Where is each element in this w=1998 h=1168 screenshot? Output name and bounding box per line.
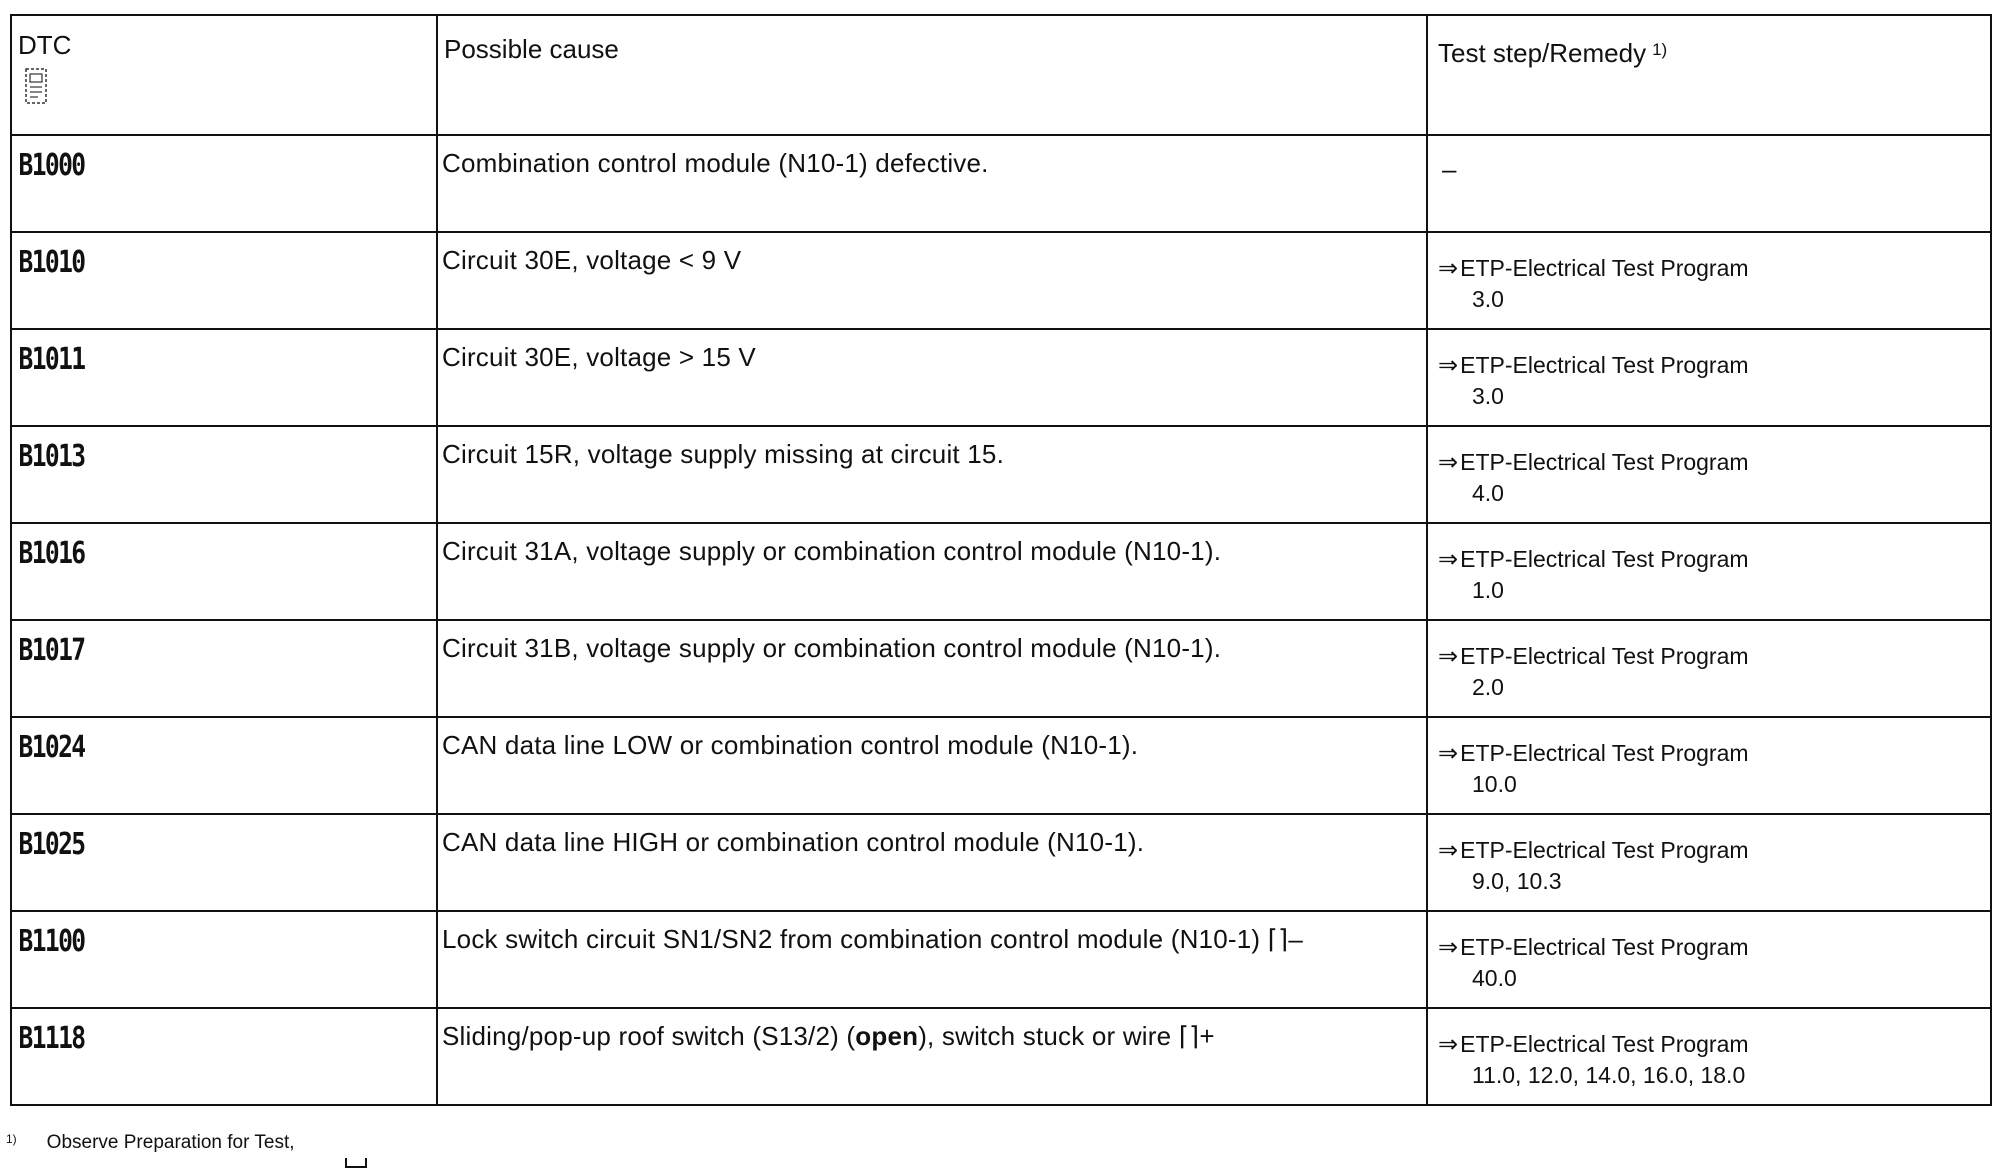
dtc-code: B1118 bbox=[18, 1021, 85, 1056]
dtc-cell bbox=[11, 523, 437, 620]
remedy-step: 2.0 bbox=[1472, 674, 1504, 700]
cause-text-post: ), switch stuck or wire ⌈⌉+ bbox=[918, 1021, 1215, 1051]
remedy-link[interactable]: ETP-Electrical Test Program bbox=[1460, 643, 1749, 669]
header-cause bbox=[437, 15, 1427, 135]
table-row bbox=[11, 620, 1991, 717]
arrow-right-icon: ⇒ bbox=[1438, 255, 1459, 282]
table-header-row bbox=[11, 15, 1991, 135]
header-dtc bbox=[11, 15, 437, 135]
remedy-cell bbox=[1427, 911, 1991, 1008]
remedy-cell bbox=[1427, 814, 1991, 911]
remedy-cell bbox=[1427, 232, 1991, 329]
reference-icon bbox=[345, 1158, 367, 1168]
remedy-cell bbox=[1427, 329, 1991, 426]
cause-text: Circuit 31B, voltage supply or combination control module (N10-1). bbox=[442, 633, 1222, 663]
table-row bbox=[11, 1008, 1991, 1105]
dtc-code: B1016 bbox=[18, 536, 85, 571]
arrow-right-icon: ⇒ bbox=[1438, 740, 1459, 767]
cause-cell bbox=[437, 814, 1427, 911]
remedy-step: 4.0 bbox=[1472, 480, 1504, 506]
remedy-link[interactable]: ETP-Electrical Test Program bbox=[1460, 740, 1749, 766]
remedy-link[interactable]: ETP-Electrical Test Program bbox=[1460, 255, 1749, 281]
remedy-cell bbox=[1427, 620, 1991, 717]
table-row bbox=[11, 329, 1991, 426]
remedy-link[interactable]: ETP-Electrical Test Program bbox=[1460, 934, 1749, 960]
dtc-code: B1013 bbox=[18, 439, 85, 474]
arrow-right-icon: ⇒ bbox=[1438, 352, 1459, 379]
cause-cell bbox=[437, 135, 1427, 232]
header-remedy-note: 1) bbox=[1652, 40, 1668, 59]
cause-text: Circuit 30E, voltage < 9 V bbox=[442, 245, 742, 275]
dtc-code: B1024 bbox=[18, 730, 85, 765]
dtc-cell bbox=[11, 135, 437, 232]
remedy-step: 3.0 bbox=[1472, 286, 1504, 312]
tester-icon bbox=[24, 67, 50, 107]
remedy-step: 40.0 bbox=[1472, 965, 1517, 991]
arrow-right-icon: ⇒ bbox=[1438, 643, 1459, 670]
remedy-link[interactable]: ETP-Electrical Test Program bbox=[1460, 449, 1749, 475]
dtc-code: B1011 bbox=[18, 342, 85, 377]
cause-text bbox=[438, 1009, 1426, 1052]
remedy-step: 9.0, 10.3 bbox=[1472, 868, 1562, 894]
remedy-link[interactable]: ETP-Electrical Test Program bbox=[1460, 837, 1749, 863]
dtc-cell bbox=[11, 814, 437, 911]
table-row bbox=[11, 911, 1991, 1008]
cause-text-pre: Sliding/pop-up roof switch (S13/2) ( bbox=[442, 1021, 856, 1051]
remedy-cell bbox=[1427, 717, 1991, 814]
footnote-mark: 1) bbox=[6, 1132, 17, 1146]
cause-cell bbox=[437, 911, 1427, 1008]
cause-text: Circuit 15R, voltage supply missing at circuit 15. bbox=[442, 439, 1005, 469]
dtc-cell bbox=[11, 911, 437, 1008]
remedy-cell bbox=[1427, 426, 1991, 523]
dtc-cell bbox=[11, 1008, 437, 1105]
remedy-link[interactable]: ETP-Electrical Test Program bbox=[1460, 1031, 1749, 1057]
dtc-cell bbox=[11, 717, 437, 814]
cause-text: CAN data line LOW or combination control module (N10-1). bbox=[442, 730, 1139, 760]
cause-cell bbox=[437, 717, 1427, 814]
remedy-cell bbox=[1427, 135, 1991, 232]
cause-cell bbox=[437, 329, 1427, 426]
cause-cell bbox=[437, 620, 1427, 717]
header-remedy bbox=[1427, 15, 1991, 135]
cause-text: Lock switch circuit SN1/SN2 from combination control module (N10-1) ⌈⌉– bbox=[442, 924, 1304, 954]
arrow-right-icon: ⇒ bbox=[1438, 1031, 1459, 1058]
dtc-code: B1025 bbox=[18, 827, 85, 862]
table-row bbox=[11, 814, 1991, 911]
table-row bbox=[11, 523, 1991, 620]
header-remedy-label: Test step/Remedy bbox=[1438, 38, 1647, 68]
remedy-cell bbox=[1427, 1008, 1991, 1105]
remedy-step: 11.0, 12.0, 14.0, 16.0, 18.0 bbox=[1472, 1062, 1746, 1088]
footnote bbox=[6, 1132, 367, 1154]
dtc-code: B1017 bbox=[18, 633, 85, 668]
cause-text: Combination control module (N10-1) defective. bbox=[442, 148, 989, 178]
dtc-cell bbox=[11, 426, 437, 523]
arrow-right-icon: ⇒ bbox=[1438, 449, 1459, 476]
table-row bbox=[11, 232, 1991, 329]
footnote-text: Observe Preparation for Test, bbox=[46, 1132, 295, 1153]
dtc-code: B1010 bbox=[18, 245, 85, 280]
remedy-step: 3.0 bbox=[1472, 383, 1504, 409]
remedy-step: 1.0 bbox=[1472, 577, 1504, 603]
remedy-step: 10.0 bbox=[1472, 771, 1517, 797]
cause-cell bbox=[437, 232, 1427, 329]
dtc-sheet bbox=[10, 14, 1990, 1132]
arrow-right-icon: ⇒ bbox=[1438, 546, 1459, 573]
cause-text: CAN data line HIGH or combination control module (N10-1). bbox=[442, 827, 1145, 857]
header-cause-label: Possible cause bbox=[444, 34, 619, 64]
remedy-link[interactable]: ETP-Electrical Test Program bbox=[1460, 352, 1749, 378]
dtc-cell bbox=[11, 620, 437, 717]
dtc-cell bbox=[11, 232, 437, 329]
dtc-cell bbox=[11, 329, 437, 426]
table-row bbox=[11, 717, 1991, 814]
remedy-dash: – bbox=[1442, 154, 1457, 184]
dtc-table bbox=[10, 14, 1992, 1106]
arrow-right-icon: ⇒ bbox=[1438, 934, 1459, 961]
cause-text-bold: open bbox=[855, 1021, 919, 1051]
remedy-link[interactable]: ETP-Electrical Test Program bbox=[1460, 546, 1749, 572]
remedy-cell bbox=[1427, 523, 1991, 620]
arrow-right-icon: ⇒ bbox=[1438, 837, 1459, 864]
cause-cell bbox=[437, 1008, 1427, 1105]
dtc-code: B1100 bbox=[18, 924, 85, 959]
cause-cell bbox=[437, 426, 1427, 523]
cause-cell bbox=[437, 523, 1427, 620]
table-row bbox=[11, 135, 1991, 232]
cause-text: Circuit 30E, voltage > 15 V bbox=[442, 342, 756, 372]
header-dtc-label: DTC bbox=[18, 30, 72, 60]
dtc-code: B1000 bbox=[18, 148, 85, 183]
table-row bbox=[11, 426, 1991, 523]
cause-text: Circuit 31A, voltage supply or combination control module (N10-1). bbox=[442, 536, 1222, 566]
